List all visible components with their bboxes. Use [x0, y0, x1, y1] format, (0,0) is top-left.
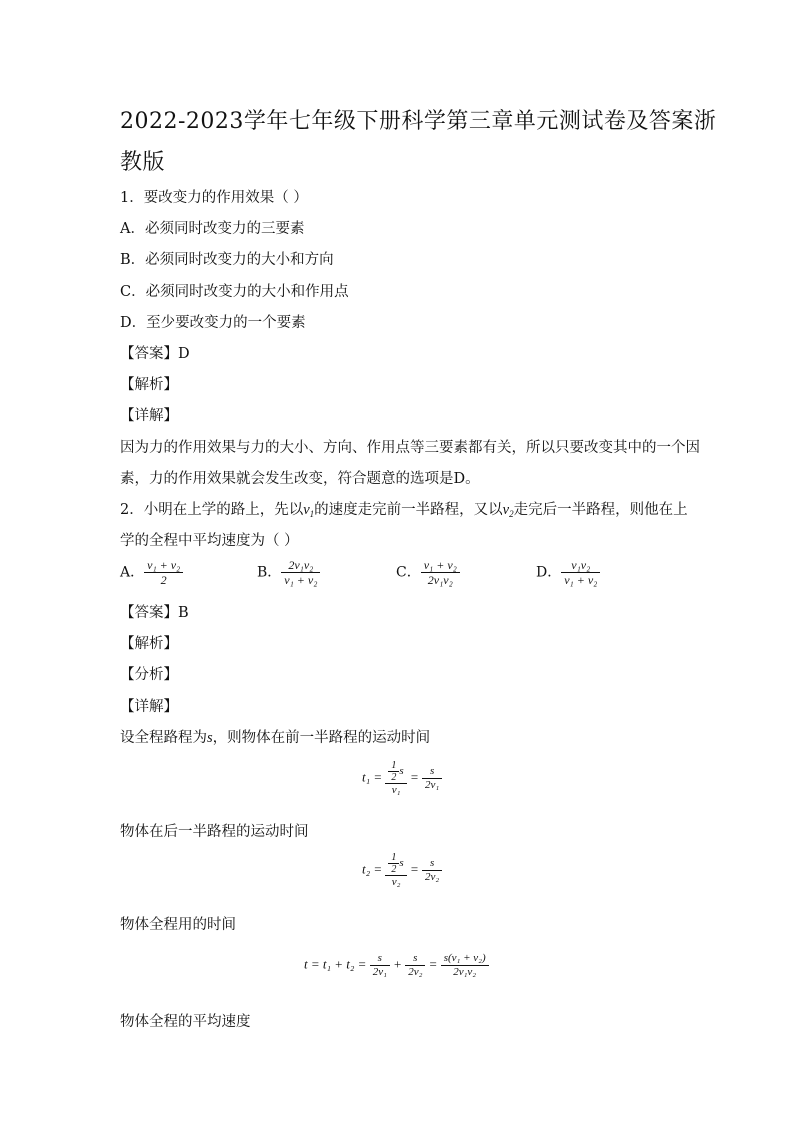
q2-option-b: B． $\frac{\text{2v₁v₂}}{\text{v₁ + v₂}}$ — [257, 558, 320, 587]
q2-fenxi-label: 【分析】 — [120, 667, 178, 683]
equation-t2: t₂ = $\frac{1}{2}$ s v₂ = $\frac{s}{\text{2v₂}}$ — [362, 852, 442, 889]
q2-option-a: A． $\frac{\text{v₁ + v₂}}{2}$ — [120, 558, 183, 587]
fraction-a: $\frac{\text{v₁ + v₂}}{2}$ — [144, 558, 183, 587]
q2-stem-line1 — [120, 498, 688, 519]
v1-symbol: $v_1$ — [303, 502, 315, 519]
q2-stem-part2: 的速度走完前一半路程，又以 — [314, 502, 503, 518]
q2-stem-line2: 学的全程中平均速度为（ ） — [120, 533, 299, 549]
q1-explain-line2: 素，力的作用效果就会发生改变，符合题意的选项是D。 — [120, 471, 480, 487]
q1-stem: 1．要改变力的作用效果（ ） — [120, 190, 308, 206]
equation-t1: t₁ = $\frac{1}{2}$ s v₁ = $\frac{s}{\text{2v₁}}$ — [362, 760, 442, 797]
page-title-line1: 2022-2023学年七年级下册科学第三章单元测试卷及答案浙 — [120, 109, 717, 134]
q1-detail-label: 【详解】 — [120, 408, 178, 424]
fraction-d: $\frac{\text{v₁v₂}}{\text{v₁ + v₂}}$ — [561, 558, 600, 587]
q2-stem-part3: 走完后一半路程，则他在上 — [513, 502, 688, 518]
v2-symbol: $v_2$ — [502, 502, 514, 519]
q2-detail-label: 【详解】 — [120, 699, 178, 715]
q2-option-d: D． $\frac{\text{v₁v₂}}{\text{v₁ + v₂}}$ — [536, 558, 600, 587]
q1-answer: 【答案】D — [120, 346, 190, 362]
fraction-c: $\frac{\text{v₁ + v₂}}{\text{2v₁v₂}}$ — [421, 558, 460, 587]
fraction-b: $\frac{\text{2v₁v₂}}{\text{v₁ + v₂}}$ — [281, 558, 320, 587]
page-title-line2: 教版 — [120, 150, 166, 175]
q2-line2: 物体在后一半路程的运动时间 — [120, 824, 309, 840]
q1-analysis-label: 【解析】 — [120, 377, 178, 393]
q2-line4: 物体全程的平均速度 — [120, 1014, 251, 1030]
q1-option-c: C．必须同时改变力的大小和作用点 — [120, 284, 349, 300]
q1-option-b: B．必须同时改变力的大小和方向 — [120, 252, 334, 268]
q2-answer: 【答案】B — [120, 605, 189, 621]
q2-option-c: C． $\frac{\text{v₁ + v₂}}{\text{2v₁v₂}}$ — [396, 558, 460, 587]
q1-explain-line1: 因为力的作用效果与力的大小、方向、作用点等三要素都有关，所以只要改变其中的一个因 — [120, 440, 700, 456]
q2-line3: 物体全程用的时间 — [120, 917, 236, 933]
q2-stem-part1: 2．小明在上学的路上，先以 — [120, 502, 304, 518]
equation-total-time: t = t₁ + t₂ = $\frac{s}{\text{2v₁}}$ + $\frac{s}{\text{2v₂}}$ = $\frac{\text{s(v₁ + v₂)}}{\text{2v₁v₂}}$ — [304, 952, 489, 979]
q2-setup-line: 设全程路程为s，则物体在前一半路程的运动时间 — [120, 730, 431, 746]
q2-analysis-label: 【解析】 — [120, 636, 178, 652]
q1-option-a: A．必须同时改变力的三要素 — [120, 221, 305, 237]
q1-option-d: D．至少要改变力的一个要素 — [120, 315, 306, 331]
